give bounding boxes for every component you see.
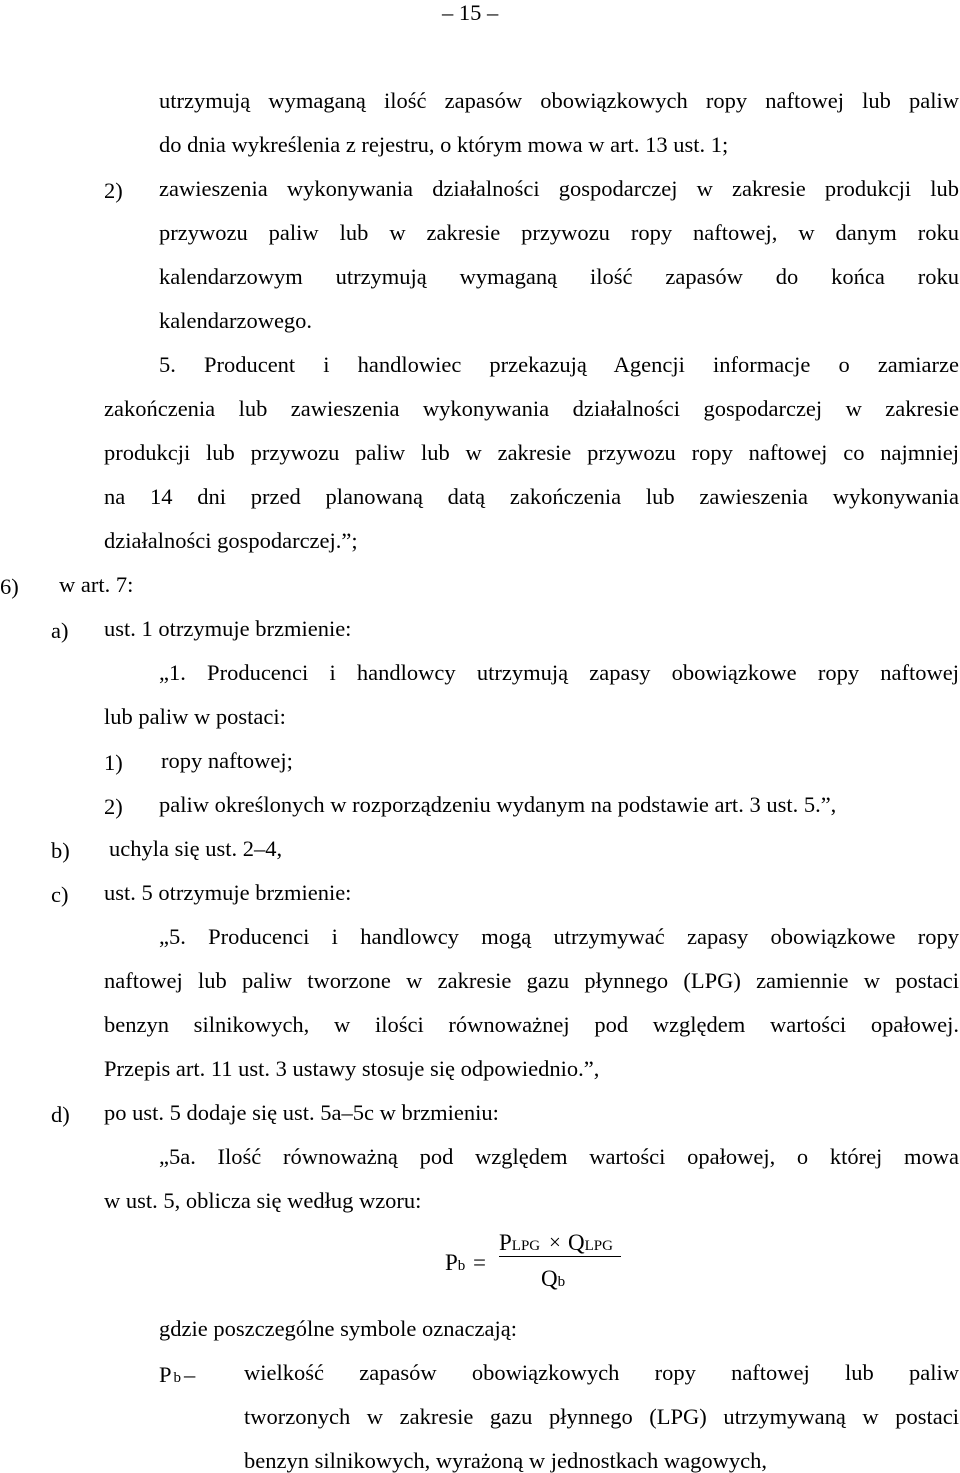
- text-line: paliw określonych w rozporządzeniu wydanym na podstawie art. 3 ust. 5.”,: [159, 792, 837, 817]
- text-line: uchyla się ust. 2–4,: [109, 836, 283, 861]
- list-marker: 2): [104, 178, 123, 203]
- text-line: tworzonych w zakresie gazu płynnego (LPG) utrzymywaną w postaci: [244, 1404, 959, 1429]
- formula-numerator-q: QLPG: [568, 1230, 613, 1255]
- text-line: w art. 7:: [59, 572, 134, 597]
- text-line: działalności gospodarczej.”;: [104, 528, 358, 553]
- text-line: przywozu paliw lub w zakresie przywozu ropy naftowej, w danym roku: [159, 220, 959, 245]
- text-line: ust. 5 otrzymuje brzmienie:: [104, 880, 352, 905]
- fraction-bar: [499, 1256, 621, 1257]
- text-line: kalendarzowym utrzymują wymaganą ilość zapasów do końca roku: [159, 264, 959, 289]
- text-line: benzyn silnikowych, wyrażoną w jednostkach wagowych,: [244, 1448, 767, 1473]
- text-line: w ust. 5, oblicza się według wzoru:: [104, 1188, 422, 1213]
- formula-equals: =: [473, 1250, 486, 1275]
- list-marker: a): [51, 618, 69, 643]
- text-line: do dnia wykreślenia z rejestru, o którym mowa w art. 13 ust. 1;: [159, 132, 729, 157]
- page-number: – 15 –: [442, 0, 499, 25]
- text-line: wielkość zapasów obowiązkowych ropy naftowej lub paliw: [244, 1360, 959, 1385]
- text-line: gdzie poszczególne symbole oznaczają:: [159, 1316, 517, 1341]
- list-marker: 2): [104, 794, 123, 819]
- text-line: benzyn silnikowych, w ilości równoważnej pod względem wartości opałowej.: [104, 1012, 959, 1037]
- formula-denominator: Qb: [541, 1266, 566, 1291]
- text-line: lub paliw w postaci:: [104, 704, 286, 729]
- list-marker: 6): [0, 574, 19, 599]
- text-line: ust. 1 otrzymuje brzmienie:: [104, 616, 352, 641]
- text-line: Przepis art. 11 ust. 3 ustawy stosuje się odpowiednio.”,: [104, 1056, 600, 1081]
- symbol-definition-label: Pb –: [159, 1362, 196, 1387]
- text-line: „5. Producenci i handlowcy mogą utrzymywać zapasy obowiązkowe ropy: [159, 924, 959, 949]
- text-line: utrzymują wymaganą ilość zapasów obowiązkowych ropy naftowej lub paliw: [159, 88, 959, 113]
- list-marker: b): [51, 838, 70, 863]
- text-line: „1. Producenci i handlowcy utrzymują zapasy obowiązkowe ropy naftowej: [159, 660, 959, 685]
- formula-lhs: Pb: [445, 1250, 466, 1275]
- text-line: zawieszenia wykonywania działalności gospodarczej w zakresie produkcji lub: [159, 176, 959, 201]
- text-line: 5. Producent i handlowiec przekazują Agencji informacje o zamiarze: [159, 352, 959, 377]
- text-line: ropy naftowej;: [161, 748, 293, 773]
- text-line: po ust. 5 dodaje się ust. 5a–5c w brzmieniu:: [104, 1100, 499, 1125]
- list-marker: d): [51, 1102, 70, 1127]
- text-line: kalendarzowego.: [159, 308, 313, 333]
- text-line: „5a. Ilość równoważną pod względem wartości opałowej, o której mowa: [159, 1144, 959, 1169]
- list-marker: 1): [104, 750, 123, 775]
- list-marker: c): [51, 882, 69, 907]
- text-line: produkcji lub przywozu paliw lub w zakresie przywozu ropy naftowej co najmniej: [104, 440, 959, 465]
- formula-times: ×: [549, 1230, 561, 1254]
- text-line: naftowej lub paliw tworzone w zakresie gazu płynnego (LPG) zamiennie w postaci: [104, 968, 959, 993]
- text-line: zakończenia lub zawieszenia wykonywania działalności gospodarczej w zakresie: [104, 396, 959, 421]
- text-line: na 14 dni przed planowaną datą zakończenia lub zawieszenia wykonywania: [104, 484, 959, 509]
- formula-numerator-p: PLPG: [499, 1230, 541, 1255]
